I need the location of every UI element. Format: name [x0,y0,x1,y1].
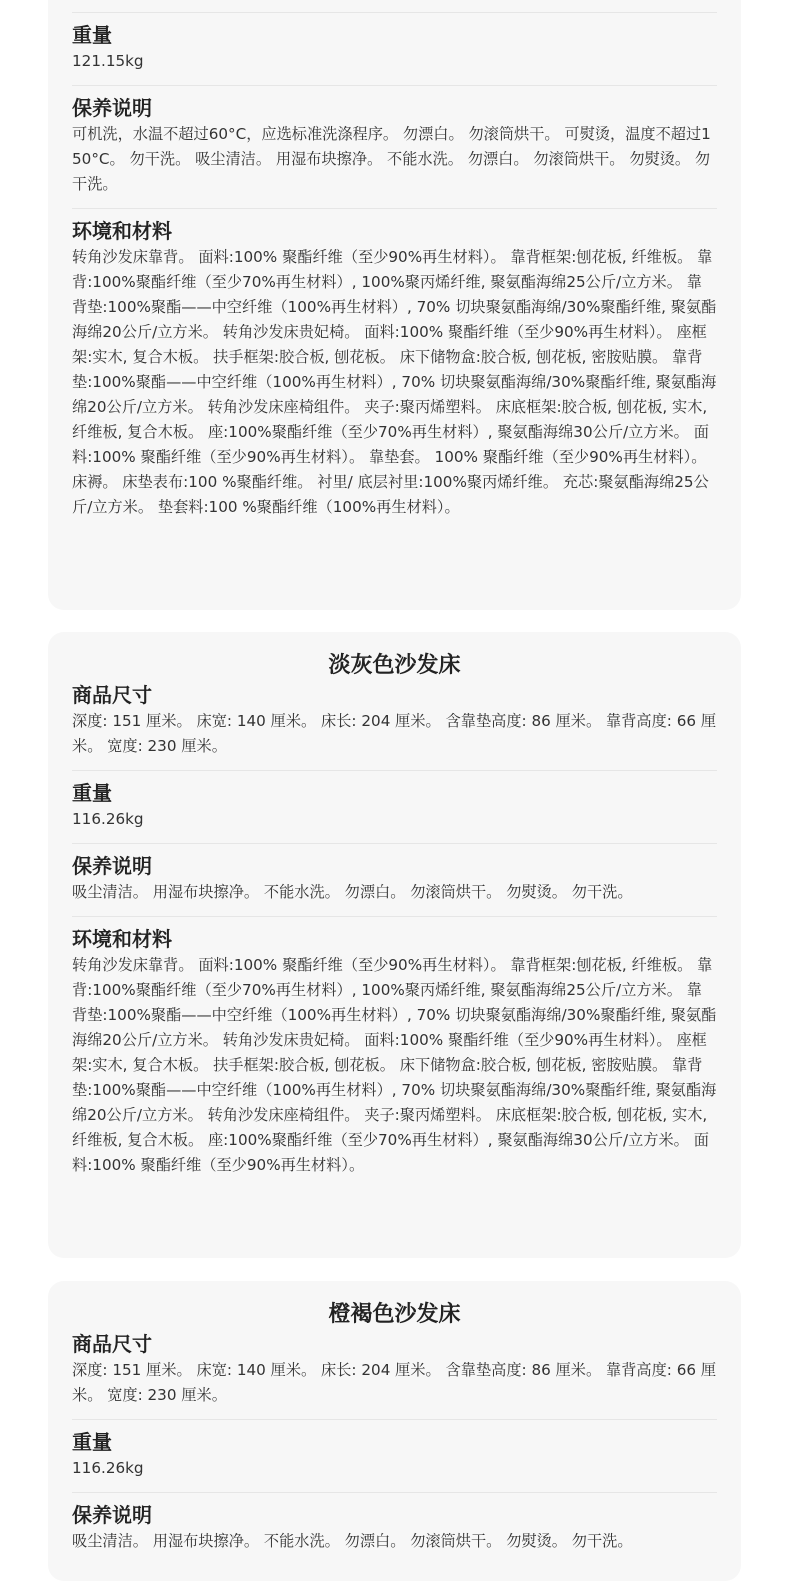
product-title: 淡灰色沙发床 [328,653,461,678]
care-heading: 保养说明 [72,854,152,878]
care-heading: 保养说明 [72,1503,152,1527]
care-heading: 保养说明 [72,96,152,120]
weight-heading: 重量 [72,781,112,805]
care-section [72,86,717,209]
materials-heading: 环境和材料 [72,927,172,951]
weight-heading: 重量 [72,23,112,47]
dimensions-heading: 商品尺寸 [72,1332,152,1356]
dimensions-body: 深度: 151 厘米。 床宽: 140 厘米。 床长: 204 厘米。 含靠垫高度: 86 厘米。 靠背高度: 66 厘米。 宽度: 230 厘米。 [72,712,717,755]
weight-section [72,771,717,844]
weight-value: 116.26kg [72,810,144,828]
materials-section [72,917,717,1189]
care-body: 可机洗，水温不超过60°C，应选标准洗涤程序。 勿漂白。 勿滚筒烘干。 可熨烫，温度不超过150°C。 勿干洗。 吸尘清洁。 用湿布块擦净。 不能水洗。 勿漂白。 勿滚筒烘干。 勿熨烫。 勿干洗。 [72,125,711,193]
care-section [72,844,717,917]
weight-section [72,13,717,86]
product-title: 橙褐色沙发床 [328,1302,461,1327]
dimensions-body: 深度: 151 厘米。 床宽: 140 厘米。 床长: 204 厘米。 含靠垫高度: 86 厘米。 靠背高度: 66 厘米。 宽度: 230 厘米。 [72,1361,717,1404]
dimensions-body [72,0,717,13]
dimensions-section [72,681,717,771]
materials-section [72,209,717,531]
weight-value: 116.26kg [72,1459,144,1477]
care-body: 吸尘清洁。 用湿布块擦净。 不能水洗。 勿漂白。 勿滚筒烘干。 勿熨烫。 勿干洗。 [72,883,633,901]
dimensions-heading: 商品尺寸 [72,683,152,707]
product-card-2 [48,632,741,1258]
materials-body: 转角沙发床靠背。 面料:100% 聚酯纤维（至少90%再生材料）。 靠背框架:刨花板, 纤维板。 靠背:100%聚酯纤维（至少70%再生材料）, 100%聚丙烯纤维, 聚氨酯海绵25公斤/立方米。 靠背垫:100%聚酯——中空纤维（100%再生材料）, 70% 切块聚氨酯海绵/30%聚酯纤维, 聚氨酯海绵20公斤/立方米。 转角沙发床贵妃椅。 面料:100% 聚酯纤维（至少90%再生材料）。 座框架:实木, 复合木板。 扶手框架:胶合板, 刨花板。 床下储物盒:胶合板, 刨花板, 密胺贴膜。 靠背垫:100%聚酯——中空纤维（100%再生材料）, 70% 切块聚氨酯海绵/30%聚酯纤维, 聚氨酯海绵20公斤/立方米。 转角沙发床座椅组件。 夹子:聚丙烯塑料。 床底框架:胶合板, 刨花板, 实木, 纤维板, 复合木板。 座:100%聚酯纤维（至少70%再生材料）, 聚氨酯海绵30公斤/立方米。 面料:100% 聚酯纤维（至少90%再生材料）。 [72,956,717,1174]
weight-heading: 重量 [72,1430,112,1454]
dimensions-section [72,1330,717,1420]
product-card-1 [48,0,741,610]
care-body: 吸尘清洁。 用湿布块擦净。 不能水洗。 勿漂白。 勿滚筒烘干。 勿熨烫。 勿干洗。 [72,1532,633,1550]
materials-body: 转角沙发床靠背。 面料:100% 聚酯纤维（至少90%再生材料）。 靠背框架:刨花板, 纤维板。 靠背:100%聚酯纤维（至少70%再生材料）, 100%聚丙烯纤维, 聚氨酯海绵25公斤/立方米。 靠背垫:100%聚酯——中空纤维（100%再生材料）, 70% 切块聚氨酯海绵/30%聚酯纤维, 聚氨酯海绵20公斤/立方米。 转角沙发床贵妃椅。 面料:100% 聚酯纤维（至少90%再生材料）。 座框架:实木, 复合木板。 扶手框架:胶合板, 刨花板。 床下储物盒:胶合板, 刨花板, 密胺贴膜。 靠背垫:100%聚酯——中空纤维（100%再生材料）, 70% 切块聚氨酯海绵/30%聚酯纤维, 聚氨酯海绵20公斤/立方米。 转角沙发床座椅组件。 夹子:聚丙烯塑料。 床底框架:胶合板, 刨花板, 实木, 纤维板, 复合木板。 座:100%聚酯纤维（至少70%再生材料）, 聚氨酯海绵30公斤/立方米。 面料:100% 聚酯纤维（至少90%再生材料）。 靠垫套。 100% 聚酯纤维（至少90%再生材料）。 床褥。 床垫表布:100 %聚酯纤维。 衬里/ 底层衬里:100%聚丙烯纤维。 充芯:聚氨酯海绵25公斤/立方米。 垫套料:100 %聚酯纤维（100%再生材料）。 [72,248,717,516]
product-card-3 [48,1281,741,1581]
care-section [72,1493,717,1565]
weight-value: 121.15kg [72,52,144,70]
materials-heading: 环境和材料 [72,219,172,243]
weight-section [72,1420,717,1493]
